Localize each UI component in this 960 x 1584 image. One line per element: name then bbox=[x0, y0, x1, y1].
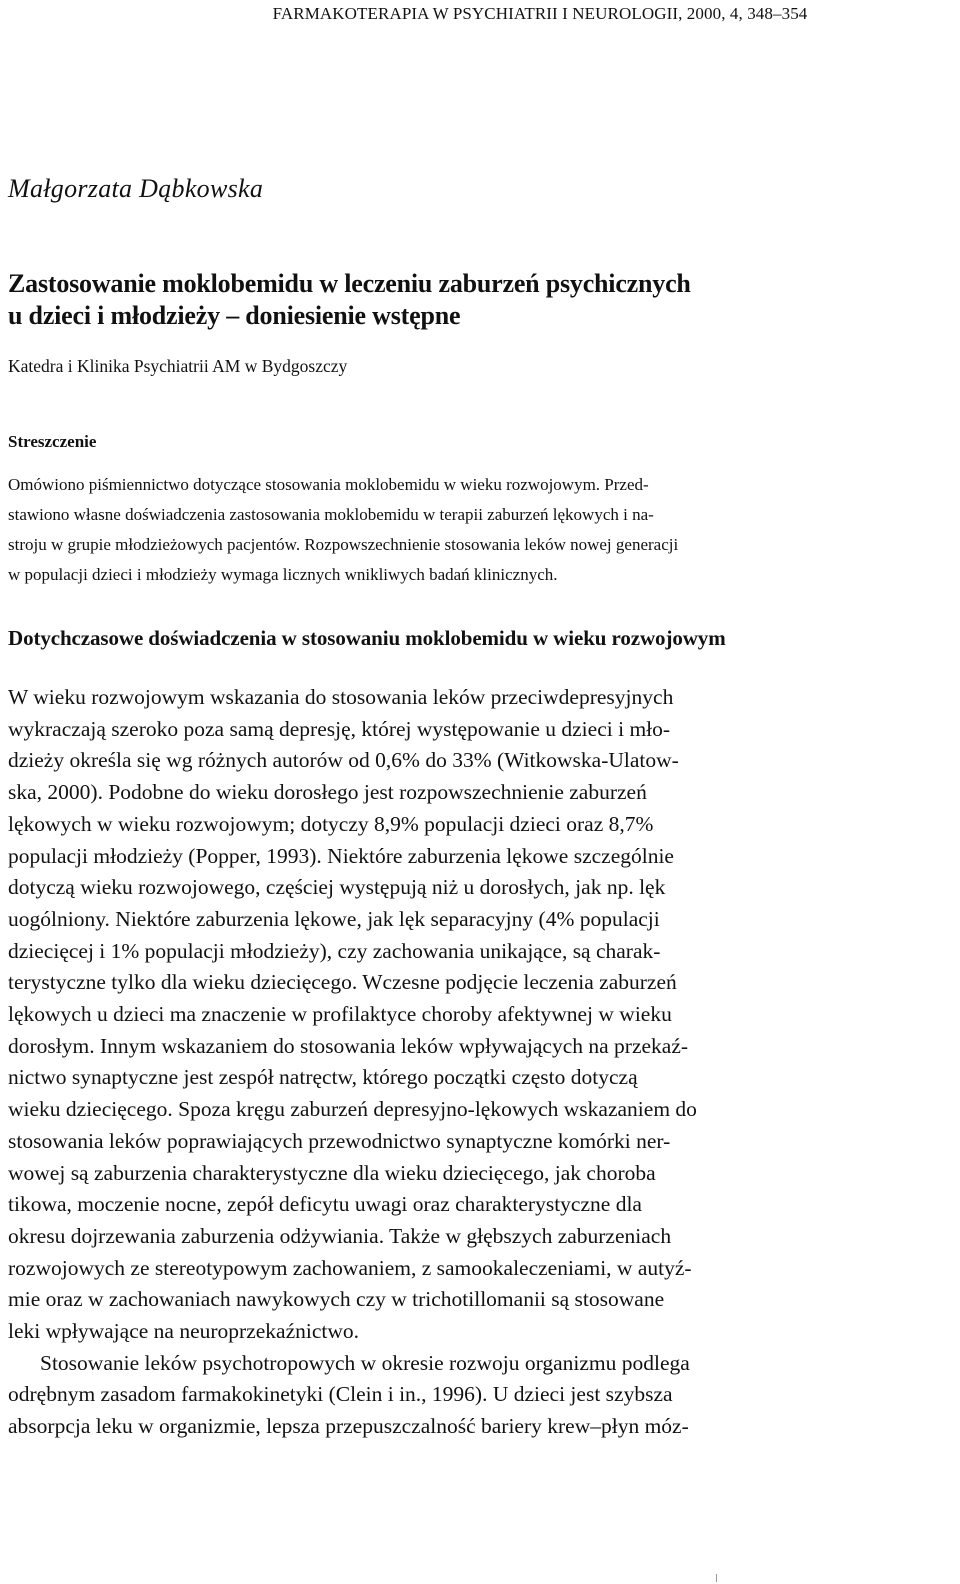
abstract-line: stawiono własne doświadczenia zastosowania moklobemidu w terapii zaburzeń lękowych i na- bbox=[8, 505, 654, 524]
body-line: lękowych u dzieci ma znaczenie w profilaktyce choroby afektywnej w wieku bbox=[8, 1002, 672, 1027]
body-line: terystyczne tylko dla wieku dziecięcego. Wczesne podjęcie leczenia zaburzeń bbox=[8, 970, 677, 995]
title-line: u dzieci i młodzieży – doniesienie wstępne bbox=[8, 301, 461, 330]
body-line: wieku dziecięcego. Spoza kręgu zaburzeń depresyjno-lękowych wskazaniem do bbox=[8, 1097, 697, 1122]
body-line: leki wpływające na neuroprzekaźnictwo. bbox=[8, 1319, 360, 1344]
body-line: dziecięcej i 1% populacji młodzieży), czy zachowania unikające, są charak- bbox=[8, 938, 661, 963]
article-title bbox=[8, 268, 908, 332]
abstract-line: w populacji dzieci i młodzieży wymaga licznych wnikliwych badań klinicznych. bbox=[8, 565, 558, 584]
body-line: odrębnym zasadom farmakokinetyki (Clein i in., 1996). U dzieci jest szybsza bbox=[8, 1382, 673, 1407]
body-text bbox=[8, 682, 888, 1443]
title-line: Zastosowanie moklobemidu w leczeniu zaburzeń psychicznych bbox=[8, 269, 691, 298]
running-header: FARMAKOTERAPIA W PSYCHIATRII I NEUROLOGII, 2000, 4, 348–354 bbox=[272, 4, 808, 23]
body-line: mie oraz w zachowaniach nawykowych czy w trichotillomanii są stosowane bbox=[8, 1287, 665, 1312]
abstract-text bbox=[8, 470, 880, 590]
abstract-line: stroju w grupie młodzieżowych pacjentów. Rozpowszechnienie stosowania leków nowej generacji bbox=[8, 535, 679, 554]
body-line: okresu dojrzewania zaburzenia odżywiania. Także w głębszych zaburzeniach bbox=[8, 1223, 672, 1248]
body-line: dzieży określa się wg różnych autorów od 0,6% do 33% (Witkowska-Ulatow- bbox=[8, 748, 679, 773]
body-line: wowej są zaburzenia charakterystyczne dla wieku dziecięcego, jak choroba bbox=[8, 1160, 656, 1185]
author-name: Małgorzata Dąbkowska bbox=[8, 174, 264, 203]
abstract-heading: Streszczenie bbox=[8, 432, 97, 451]
page-mark bbox=[716, 1574, 717, 1582]
section-heading: Dotychczasowe doświadczenia w stosowaniu moklobemidu w wieku rozwojowym bbox=[8, 626, 726, 650]
body-line: absorpcja leku w organizmie, lepsza przepuszczalność bariery krew–płyn móz- bbox=[8, 1414, 689, 1439]
body-line: populacji młodzieży (Popper, 1993). Niektóre zaburzenia lękowe szczególnie bbox=[8, 843, 674, 868]
affiliation: Katedra i Klinika Psychiatrii AM w Bydgoszczy bbox=[8, 356, 348, 376]
body-line: Stosowanie leków psychotropowych w okresie rozwoju organizmu podlega bbox=[40, 1350, 690, 1375]
body-line: nictwo synaptyczne jest zespół natręctw, którego początki często dotyczą bbox=[8, 1065, 638, 1090]
body-line: stosowania leków poprawiających przewodnictwo synaptyczne komórki ner- bbox=[8, 1128, 671, 1153]
abstract-line: Omówiono piśmiennictwo dotyczące stosowania moklobemidu w wieku rozwojowym. Przed- bbox=[8, 475, 649, 494]
body-line: wykraczają szeroko poza samą depresję, której występowanie u dzieci i mło- bbox=[8, 716, 671, 741]
body-line: dotyczą wieku rozwojowego, częściej występują niż u dorosłych, jak np. lęk bbox=[8, 875, 666, 900]
body-line: uogólniony. Niektóre zaburzenia lękowe, jak lęk separacyjny (4% populacji bbox=[8, 906, 660, 931]
body-line: dorosłym. Innym wskazaniem do stosowania leków wpływających na przekaź- bbox=[8, 1033, 689, 1058]
body-line: W wieku rozwojowym wskazania do stosowania leków przeciwdepresyjnych bbox=[8, 685, 674, 709]
body-line: lękowych w wieku rozwojowym; dotyczy 8,9% populacji dzieci oraz 8,7% bbox=[8, 811, 654, 836]
body-line: tikowa, moczenie nocne, zepół deficytu uwagi oraz charakterystyczne dla bbox=[8, 1192, 642, 1217]
body-line: ska, 2000). Podobne do wieku dorosłego jest rozpowszechnienie zaburzeń bbox=[8, 780, 647, 805]
body-line: rozwojowych ze stereotypowym zachowaniem, z samookaleczeniami, w autyź- bbox=[8, 1255, 692, 1280]
